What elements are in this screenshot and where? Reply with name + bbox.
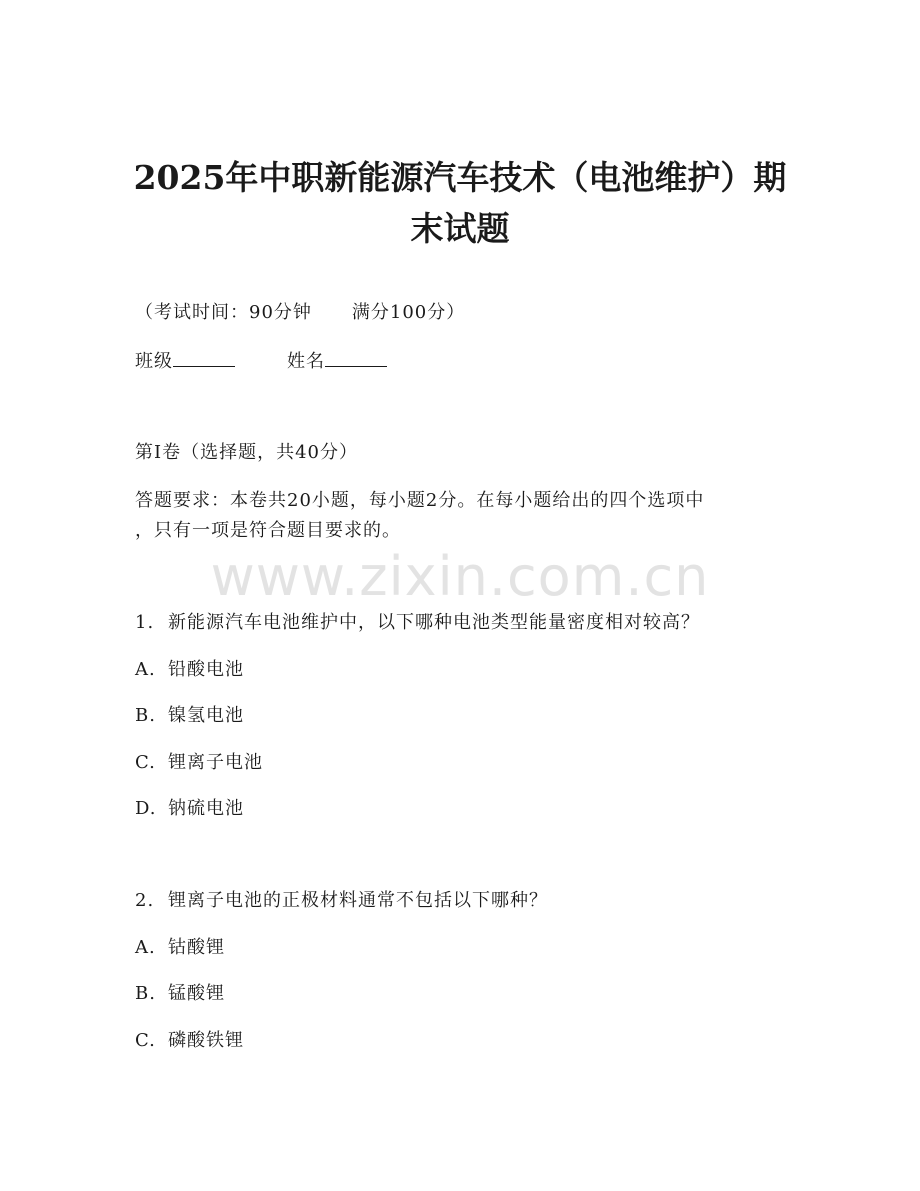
class-blank bbox=[173, 348, 235, 367]
question-2 bbox=[135, 888, 548, 914]
option-letter: D. bbox=[135, 798, 157, 819]
class-label: 班级 bbox=[135, 351, 173, 372]
question-1 bbox=[135, 610, 700, 636]
option-text: 磷酸铁锂 bbox=[168, 1030, 244, 1051]
option-text: 钴酸锂 bbox=[168, 937, 225, 958]
option-text: 钠硫电池 bbox=[168, 798, 244, 819]
answer-requirement-line-1: 答题要求：本卷共20小题，每小题2分。在每小题给出的四个选项中 bbox=[135, 490, 705, 511]
option-1c bbox=[135, 750, 263, 776]
option-2b bbox=[135, 981, 225, 1007]
answer-requirement-line-2: ，只有一项是符合题目要求的。 bbox=[135, 520, 401, 541]
option-text: 锰酸锂 bbox=[168, 983, 225, 1004]
name-label: 姓名 bbox=[287, 351, 325, 372]
name-blank bbox=[325, 348, 387, 367]
option-1d bbox=[135, 796, 244, 822]
document-title-line-2: 末试题 bbox=[410, 209, 510, 248]
option-letter: C. bbox=[135, 1030, 156, 1051]
option-text: 铅酸电池 bbox=[168, 659, 244, 680]
question-text: 锂离子电池的正极材料通常不包括以下哪种？ bbox=[168, 890, 548, 911]
option-letter: A. bbox=[135, 659, 156, 680]
option-text: 锂离子电池 bbox=[168, 752, 263, 773]
exam-time: （考试时间：90分钟 bbox=[135, 302, 312, 323]
option-text: 镍氢电池 bbox=[168, 705, 244, 726]
option-1b bbox=[135, 703, 244, 729]
question-number: 1. bbox=[135, 612, 155, 633]
exam-score: 满分100分） bbox=[351, 302, 466, 323]
student-info bbox=[135, 348, 387, 375]
option-2a bbox=[135, 935, 225, 961]
question-text: 新能源汽车电池维护中，以下哪种电池类型能量密度相对较高？ bbox=[168, 612, 700, 633]
option-1a bbox=[135, 657, 244, 683]
option-letter: B. bbox=[135, 983, 156, 1004]
watermark: www.zixin.com.cn bbox=[210, 545, 710, 608]
option-2c bbox=[135, 1028, 244, 1054]
option-letter: C. bbox=[135, 752, 156, 773]
option-letter: A. bbox=[135, 937, 156, 958]
exam-info bbox=[135, 300, 465, 326]
option-letter: B. bbox=[135, 705, 156, 726]
section-heading: 第I卷（选择题，共40分） bbox=[135, 442, 359, 463]
question-number: 2. bbox=[135, 890, 155, 911]
document-title-line-1: 2025年中职新能源汽车技术（电池维护）期 bbox=[133, 158, 787, 197]
